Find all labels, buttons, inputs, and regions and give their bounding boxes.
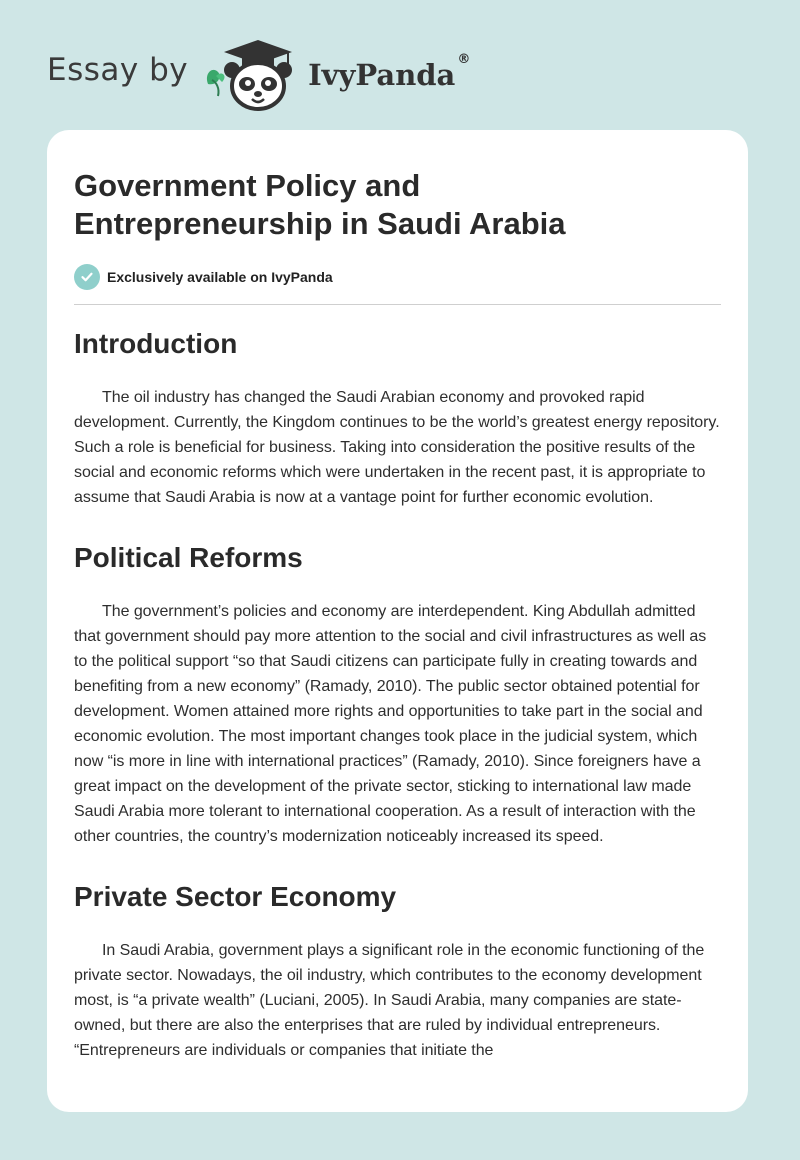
site-header xyxy=(47,34,470,114)
section-body-private-sector-economy: In Saudi Arabia, government plays a significant role in the economic functioning of the private sector. Nowadays, the oil industry, which contributes to the economy development most, is “a private wealth” (Luciani, 2005). In Saudi Arabia, many companies are state-owned, but there are also the enterprises that are ruled by individual entrepreneurs. “Entrepreneurs are individuals or companies that initiate the xyxy=(74,942,705,1059)
check-icon xyxy=(74,264,100,290)
registered-mark: ® xyxy=(457,52,471,67)
section-heading-political-reforms: Political Reforms xyxy=(74,542,303,573)
section-body-introduction: The oil industry has changed the Saudi Arabian economy and provoked rapid development. Currently, the Kingdom continues to be the world’s greatest energy repository. Such a role is beneficial for business. Taking into consideration the positive results of the social and economic reforms which were undertaken in the recent past, it is appropriate to assume that Saudi Arabia is now at a vantage point for further economic evolution. xyxy=(74,389,720,506)
brand-prefix: Essay by xyxy=(47,52,189,88)
divider xyxy=(74,304,721,305)
section-body-political-reforms: The government’s policies and economy are interdependent. King Abdullah admitted that government should pay more attention to the social and civil infrastructures as well as to the political support “so that Saudi citizens can participate fully in creating towards and benefiting from a new economy” (Ramady, 2010). The public sector obtained potential for development. Women attained more rights and opportunities to take part in the social and economic evolution. The most important changes took place in the judicial system, which now “is more in line with international practices” (Ramady, 2010). Since foreigners have a great impact on the development of the private sector, sticking to international law made Saudi Arabia more tolerant to international cooperation. As a result of interaction with the other countries, the country’s modernization noticeably increased its speed. xyxy=(74,603,707,845)
exclusive-badge xyxy=(74,264,721,290)
article-title: Government Policy and Entrepreneurship in Saudi Arabia xyxy=(74,168,566,241)
section-heading-private-sector-economy: Private Sector Economy xyxy=(74,881,397,912)
panda-logo-icon[interactable] xyxy=(202,36,302,112)
brand-name: IvyPanda ® xyxy=(308,52,471,92)
badge-text: Exclusively available on IvyPanda xyxy=(107,269,333,285)
article-card xyxy=(47,130,748,1112)
section-heading-introduction: Introduction xyxy=(74,328,238,359)
